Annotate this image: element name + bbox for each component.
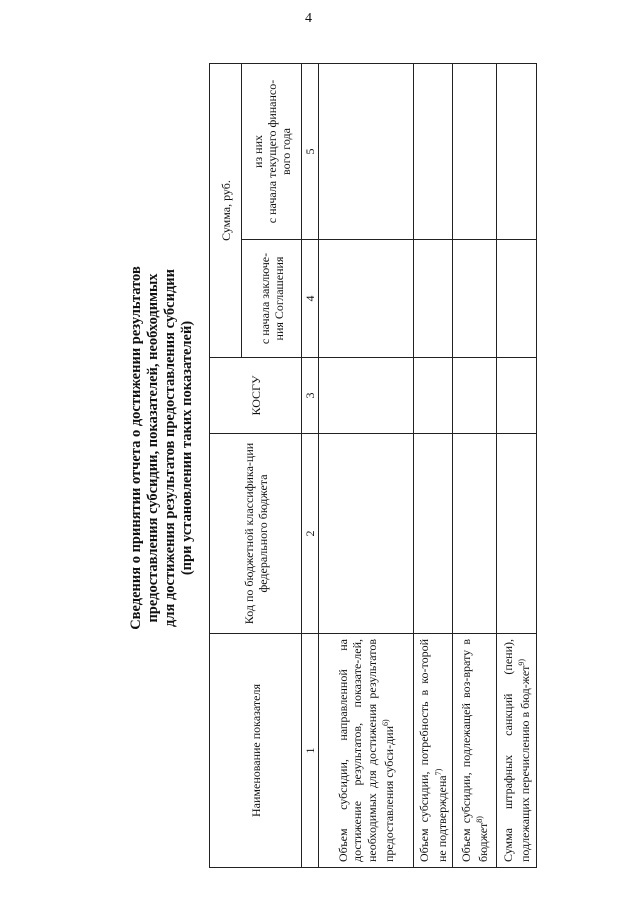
header-kosgu: КОСГУ [210, 358, 302, 434]
table-cell [414, 358, 453, 434]
row-label: Объем субсидии, потребность в ко-торой не подтверждена$^{7)}$ [414, 634, 453, 868]
column-number: 2 [302, 434, 319, 634]
header-indicator-name: Наименование показателя [210, 634, 302, 868]
table-cell [319, 240, 414, 358]
table-cell [319, 434, 414, 634]
column-number: 3 [302, 358, 319, 434]
table-cell [319, 64, 414, 240]
header-since-fy [242, 64, 302, 240]
table-cell [497, 64, 537, 240]
table-cell [497, 240, 537, 358]
table-cell [497, 434, 537, 634]
table-cell [453, 240, 497, 358]
column-number: 1 [302, 634, 319, 868]
row-label: Объем субсидии, направленной на достижение результатов, показате-лей, необходимых для достижения результатов предоставления субси-дии$^{6)}$ [319, 634, 414, 868]
table-row [414, 64, 453, 868]
table-row [497, 64, 537, 868]
header-of-which: из них [250, 135, 265, 169]
header-sum: Сумма, руб. [210, 64, 242, 358]
table-cell [453, 64, 497, 240]
column-number: 5 [302, 64, 319, 240]
table-cell [497, 358, 537, 434]
header-budget-code: Код по бюджетной классифика-ции федерального бюджета [210, 434, 302, 634]
report-table [209, 63, 537, 868]
table-cell [453, 358, 497, 434]
column-numbers-row [302, 64, 319, 868]
page-number: 4 [305, 11, 312, 26]
rotated-content [0, 28, 580, 868]
title-line: предоставления субсидии, показателей, необходимых [145, 273, 161, 623]
table-cell [319, 358, 414, 434]
row-label: Объем субсидии, подлежащей воз-врату в бюджет$^{8)}$ [453, 634, 497, 868]
title-line: (при установлении таких показателей) [179, 320, 195, 576]
column-number: 4 [302, 240, 319, 358]
table-cell [414, 434, 453, 634]
header-since-agreement: с начала заключе-ния Соглашения [242, 240, 302, 358]
document-title [128, 28, 196, 868]
row-label: Сумма штрафных санкций (пени), подлежащих перечислению в бюд-жет$^{9)}$ [497, 634, 537, 868]
table-row [319, 64, 414, 868]
table-row [453, 64, 497, 868]
table-cell [414, 64, 453, 240]
title-line: Сведения о принятии отчета о достижении результатов [128, 266, 144, 630]
table-cell [414, 240, 453, 358]
header-since-fy-text: с начала текущего финансо-вого года [264, 79, 293, 224]
table-cell [453, 434, 497, 634]
title-line: для достижения результатов предоставления субсидии [162, 269, 178, 627]
